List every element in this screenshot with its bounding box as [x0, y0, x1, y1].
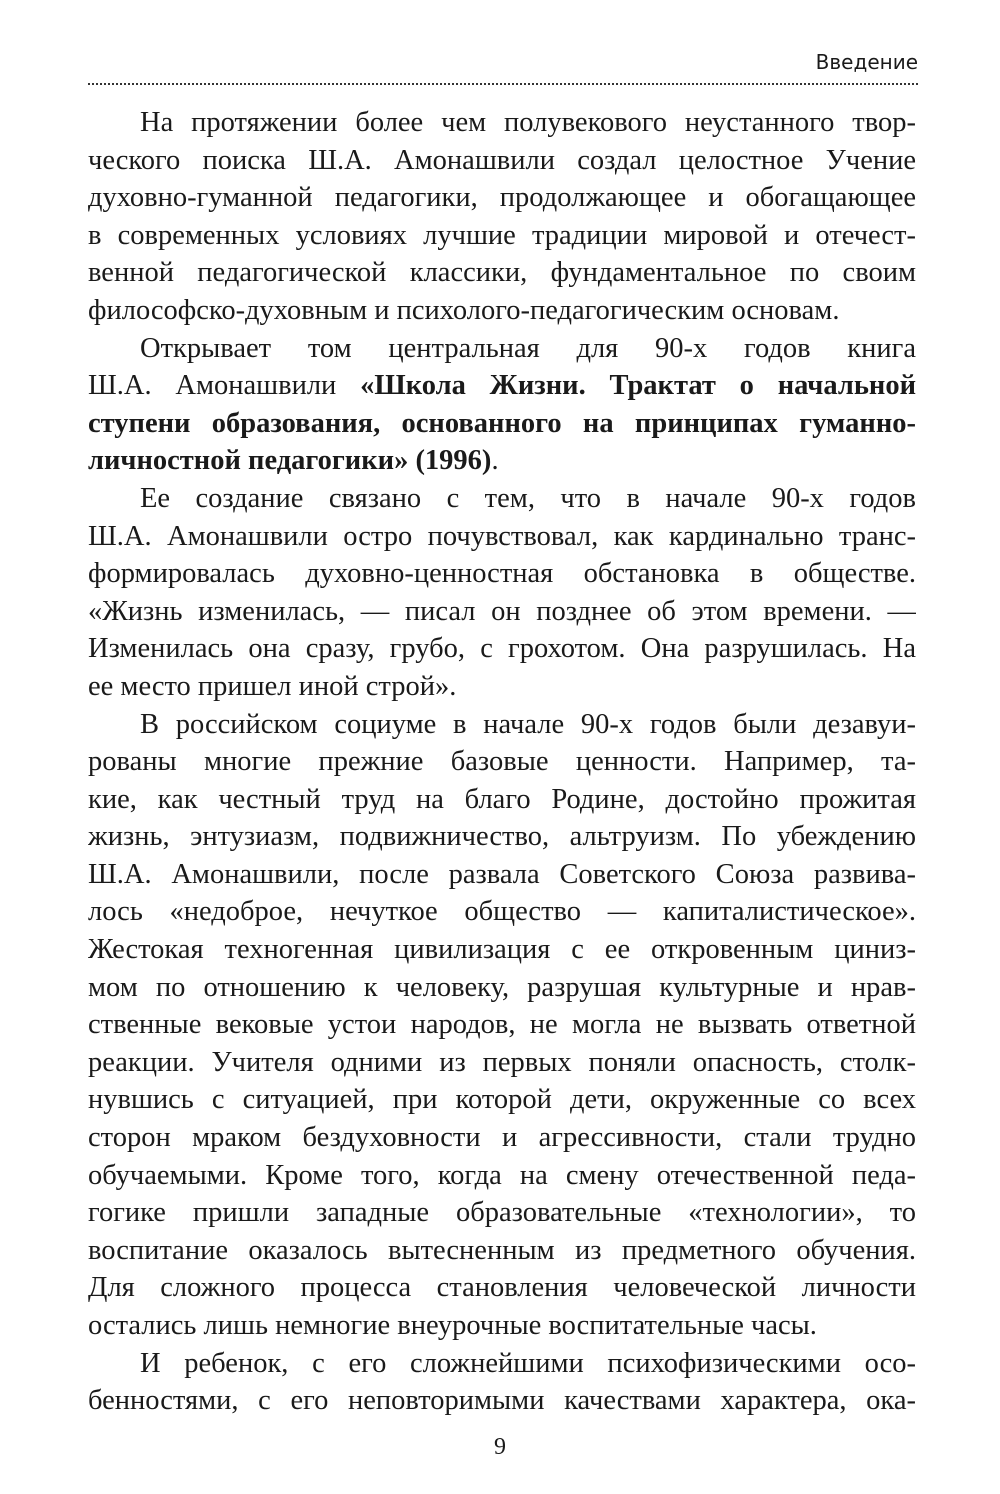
paragraph-3-line-1: Ее создание связано с тем, что в начале 90-х годов	[140, 482, 916, 514]
author-name-text: Ш.А. Амонашвили	[88, 370, 361, 402]
paragraph-4-line-6: лось «недоброе, нечуткое общество — капиталистическое».	[88, 896, 916, 928]
paragraph-2-line-2	[88, 367, 916, 405]
body-text	[88, 104, 916, 1420]
paragraph-4-line-15: воспитание оказалось вытесненным из предметного обучения.	[88, 1234, 916, 1266]
page-number: 9	[494, 1434, 506, 1460]
paragraph-1-line-2: ческого поиска Ш.А. Амонашвили создал целостное Учение	[88, 144, 916, 176]
paragraph-4-line-14: гогике пришли западные образовательные «технологии», то	[88, 1197, 916, 1229]
book-title-part-3: личностной педагогики» (1996)	[88, 445, 492, 477]
paragraph-1-line-5: венной педагогической классики, фундаментальное по своим	[88, 257, 916, 289]
book-title-part-1: «Школа Жизни. Трактат о начальной	[360, 370, 916, 402]
paragraph-4-line-4: жизнь, энтузиазм, подвижничество, альтруизм. По убеждению	[88, 821, 916, 853]
paragraph-4-line-5: Ш.А. Амонашвили, после развала Советского Союза развива-	[88, 858, 916, 890]
paragraph-4-line-9: ственные вековые устои народов, не могла не вызвать ответной	[88, 1009, 916, 1041]
sentence-period: .	[491, 445, 499, 477]
paragraph-3-line-5: Изменилась она сразу, грубо, с грохотом. Она разрушилась. На	[88, 633, 916, 665]
paragraph-3-line-6: ее место пришел иной строй».	[88, 670, 457, 702]
paragraph-4-line-3: кие, как честный труд на благо Родине, достойно прожитая	[88, 783, 916, 815]
paragraph-4-line-12: сторон мраком бездуховности и агрессивности, стали трудно	[88, 1122, 916, 1154]
paragraph-1-line-4: в современных условиях лучшие традиции мировой и отечест-	[88, 219, 916, 251]
paragraph-4-line-17: остались лишь немногие внеурочные воспитательные часы.	[88, 1310, 817, 1341]
paragraph-2-line-4	[88, 442, 916, 480]
paragraph-5-line-1: И ребенок, с его сложнейшими психофизическими осо-	[140, 1347, 916, 1379]
paragraph-4-line-13: обучаемыми. Кроме того, когда на смену отечественной педа-	[88, 1159, 916, 1191]
paragraph-4-line-8: мом по отношению к человеку, разрушая культурные и нрав-	[88, 971, 916, 1003]
paragraph-5-line-2: бенностями, с его неповторимыми качествами характера, ока-	[88, 1385, 916, 1417]
paragraph-4-line-1: В российском социуме в начале 90-х годов были дезавуи-	[140, 708, 916, 740]
running-title: Введение	[815, 50, 918, 74]
paragraph-4-line-11: нувшись с ситуацией, при которой дети, окруженные со всех	[88, 1084, 916, 1116]
paragraph-2-line-1: Открывает том центральная для 90-х годов книга	[140, 332, 916, 364]
paragraph-1-line-3: духовно-гуманной педагогики, продолжающее и обогащающее	[88, 182, 916, 214]
paragraph-4-line-16: Для сложного процесса становления человеческой личности	[88, 1272, 916, 1304]
paragraph-3-line-2: Ш.А. Амонашвили остро почувствовал, как кардинально транс-	[88, 520, 916, 552]
paragraph-3-line-3: формировалась духовно-ценностная обстановка в обществе.	[88, 558, 916, 590]
paragraph-3-line-4: «Жизнь изменилась, — писал он позднее об этом времени. —	[88, 595, 916, 627]
paragraph-4-line-7: Жестокая техногенная цивилизация с ее откровенным циниз-	[88, 934, 916, 966]
paragraph-1-line-1: На протяжении более чем полувекового неустанного твор-	[140, 107, 916, 138]
book-title-part-2: ступени образования, основанного на принципах гуманно-	[88, 407, 916, 439]
paragraph-1-line-6: философско-духовным и психолого-педагогическим основам.	[88, 294, 840, 326]
paragraph-4-line-2: рованы многие прежние базовые ценности. Например, та-	[88, 746, 916, 778]
header-dotted-rule	[88, 83, 918, 85]
paragraph-4-line-10: реакции. Учителя одними из первых поняли опасность, столк-	[88, 1046, 916, 1078]
